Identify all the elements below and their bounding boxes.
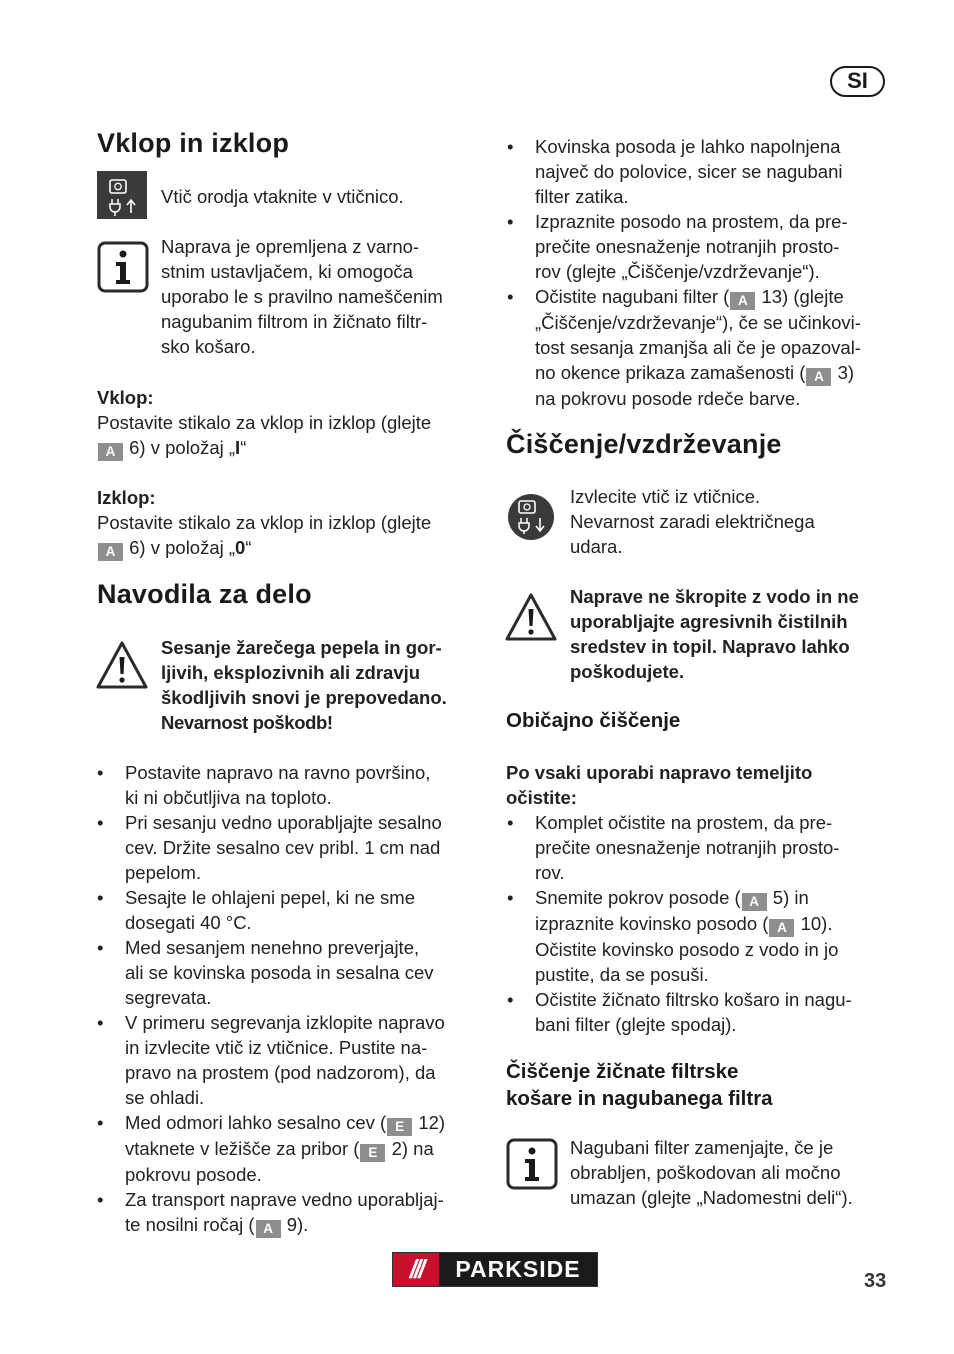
switch-position-off: 0 <box>235 537 246 558</box>
list-item: • Kovinska posoda je lahko napolnjena največ do polovice, sicer se nagubani filter zatika. <box>506 134 901 209</box>
warning-line-injury: Nevarnost poškodb! <box>161 712 333 733</box>
info-line: sko košaro. <box>161 336 256 357</box>
warning-line: ljivih, eksplozivnih ali zdravju <box>161 662 421 683</box>
section-title-cleaning: Čiščenje/vzdrževanje <box>506 429 782 459</box>
parkside-logo <box>392 1252 598 1287</box>
section-title-work: Navodila za delo <box>97 579 312 609</box>
list-item: • V primeru segrevanja izklopite napravo in izvlecite vtič iz vtičnice. Pustite na- pravo na prostem (pod nadzorom), da se ohladi. <box>96 1010 486 1110</box>
work-bullet-list <box>96 760 486 1238</box>
ref-badge-a: A <box>730 292 755 310</box>
switch-on-text-2: A 6) v položaj „I“ <box>97 435 431 461</box>
info-line: nagubanim filtrom in žičnato filtr- <box>161 311 428 332</box>
list-item: • Med sesanjem nenehno preverjajte, ali se kovinska posoda in sesalna cev segrevata. <box>96 935 486 1010</box>
ref-badge-a: A <box>769 919 794 937</box>
switch-on-text: Postavite stikalo za vklop in izklop (glejte <box>97 412 432 433</box>
ref-badge-a: A <box>98 443 123 461</box>
switch-off-text-2: A 6) v položaj „0“ <box>97 535 431 561</box>
info-text <box>161 234 443 359</box>
ref-badge-a: A <box>256 1220 281 1238</box>
list-item: • Komplet očistite na prostem, da pre- prečite onesnaženje notranjih prosto- rov. <box>506 810 901 885</box>
plug-in-icon <box>97 171 147 219</box>
subsection-title-normal-cleaning: Običajno čiščenje <box>506 709 681 732</box>
warning-line: Sesanje žarečega pepela in gor- <box>161 637 442 658</box>
switch-off-block <box>97 485 431 561</box>
warning-icon <box>505 592 557 642</box>
info-line: uporabo le s pravilno nameščenim <box>161 286 443 307</box>
section-title-on-off: Vklop in izklop <box>97 128 290 158</box>
replace-filter-text: Nagubani filter zamenjajte, če je obrabljen, poškodovan ali močno umazan (glejte „Nadomestni deli“). <box>570 1137 853 1208</box>
switch-off-text: Postavite stikalo za vklop in izklop (glejte <box>97 512 432 533</box>
list-item: • Izpraznite posodo na prostem, da pre- prečite onesnaženje notranjih prosto- rov (glejte „Čiščenje/vzdrževanje“). <box>506 209 901 284</box>
warning-icon <box>96 640 148 690</box>
switch-on-block <box>97 385 431 461</box>
language-badge: SI <box>830 66 885 97</box>
ref-badge-e: E <box>360 1144 385 1162</box>
ref-badge-e: E <box>387 1118 412 1136</box>
warning-line: škodljivih snovi je prepovedano. <box>161 687 447 708</box>
list-item: • Očistite žičnato filtrsko košaro in nagu- bani filter (glejte spodaj). <box>506 987 901 1037</box>
container-bullet-list <box>506 134 901 411</box>
water-warning-text: Naprave ne škropite z vodo in ne uporabljajte agresivnih čistilnih sredstev in topil. Napravo lahko poškodujete. <box>570 586 859 682</box>
list-item: • Snemite pokrov posode ( A 5) in izpraznite kovinsko posodo ( A 10). Očistite kovinsko posodo z vodo in jo pustite, da se posuši. <box>506 885 901 987</box>
subsection-title-filter-cleaning: Čiščenje žičnate filtrske košare in nagubanega filtra <box>506 1060 773 1110</box>
after-use-note: Po vsaki uporabi napravo temeljito očistite: <box>506 762 813 808</box>
list-item: • Sesajte le ohlajeni pepel, ki ne sme dosegati 40 °C. <box>96 885 486 935</box>
info-icon <box>506 1138 558 1190</box>
ref-badge-a: A <box>742 893 767 911</box>
page-number: 33 <box>864 1270 887 1292</box>
info-line: Naprava je opremljena z varno- <box>161 236 420 257</box>
unplug-text: Izvlecite vtič iz vtičnice. Nevarnost zaradi električnega udara. <box>570 486 815 557</box>
list-item: • Pri sesanju vedno uporabljajte sesalno cev. Držite sesalno cev pribl. 1 cm nad pepelom. <box>96 810 486 885</box>
ref-badge-a: A <box>98 543 123 561</box>
info-icon <box>97 241 149 293</box>
plug-in-text: Vtič orodja vtaknite v vtičnico. <box>161 186 404 207</box>
list-item: • Za transport naprave vedno uporabljaj- te nosilni ročaj ( A 9). <box>96 1187 486 1238</box>
switch-position-on: I <box>235 437 241 458</box>
cleaning-bullet-list <box>506 810 901 1037</box>
warning-text <box>161 635 447 735</box>
unplug-icon <box>506 492 556 542</box>
list-item: • Postavite napravo na ravno površino, ki ni občutljiva na toploto. <box>96 760 486 810</box>
info-line: stnim ustavljačem, ki omogoča <box>161 261 413 282</box>
ref-badge-a: A <box>806 368 831 386</box>
logo-slashes: /// <box>409 1254 423 1284</box>
switch-off-label: Izklop: <box>97 487 156 508</box>
switch-on-label: Vklop: <box>97 387 154 408</box>
list-item: • Med odmori lahko sesalno cev ( E 12) vtaknete v ležišče za pribor ( E 2) na pokrovu posode. <box>96 1110 486 1187</box>
list-item: • Očistite nagubani filter ( A 13) (glejte „Čiščenje/vzdrževanje“), če se učinkovi- tost sesanja zmanjša ali če je opazoval- no okence prikaza zamašenosti ( A 3) na pokrovu posode rdeče barve. <box>506 284 901 411</box>
logo-word: PARKSIDE <box>439 1253 597 1286</box>
